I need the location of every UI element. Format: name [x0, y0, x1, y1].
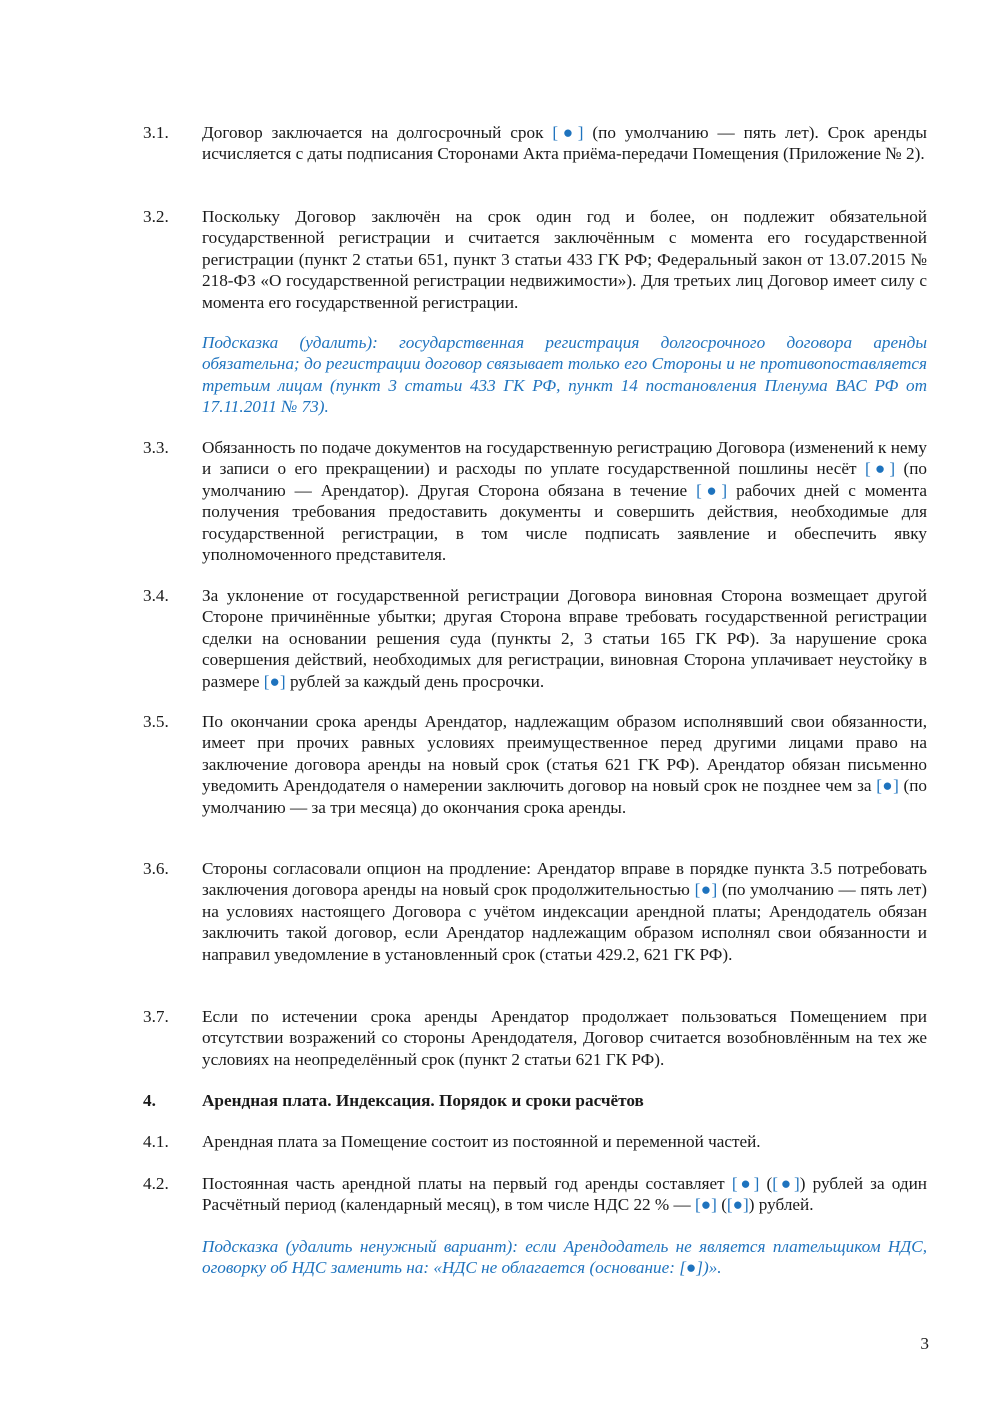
clause-text: Договор заключается на долгосрочный срок [●] (по умолчанию — пять лет). Срок аренды исчисляется с даты подписания Сторонами Акта приёма-передачи Помещения (Приложение № 2).	[202, 123, 927, 164]
clause-number: 4.1.	[143, 1132, 169, 1151]
placeholder-marker: [●]	[552, 123, 584, 142]
clause-number: 3.2.	[143, 207, 169, 226]
clause-3-2	[143, 206, 927, 313]
clause-3-5	[143, 711, 927, 818]
clause-text: Стороны согласовали опцион на продление: Арендатор вправе в порядке пункта 3.5 потребовать заключения договора аренды на новый срок продолжительностью [●] (по умолчанию — пять лет) на условиях настоящего Договора с учётом индексации арендной платы; Арендодатель обязан заключить такой договор, если Арендатор надлежащим образом исполнял свои обязанности и направил уведомление в установленный срок (статьи 429.2, 621 ГК РФ).	[202, 859, 927, 964]
placeholder-marker: [●]	[263, 671, 286, 691]
placeholder-marker: [●]	[731, 1174, 760, 1193]
clause-number: 3.4.	[143, 586, 169, 605]
clause-4-1	[143, 1131, 927, 1152]
clause-4-2	[143, 1173, 927, 1216]
placeholder-marker: [●]	[694, 880, 718, 900]
hint-note-vat	[143, 1236, 927, 1279]
hint-text: Подсказка (удалить ненужный вариант): если Арендодатель не является плательщиком НДС, оговорку об НДС заменить на: «НДС не облагается (основание: [●])».	[202, 1237, 927, 1278]
section-4-heading	[143, 1090, 927, 1111]
clause-text: Если по истечении срока аренды Арендатор продолжает пользоваться Помещением при отсутствии возражений со стороны Арендодателя, Договор считается возобновлённым на тех же условиях на неопределённый срок (пункт 2 статьи 621 ГК РФ).	[202, 1007, 927, 1069]
clause-number: 3.3.	[143, 438, 169, 457]
clause-3-3	[143, 437, 927, 565]
clause-text: За уклонение от государственной регистрации Договора виновная Сторона возмещает другой Стороне причинённые убытки; другая Сторона вправе требовать государственной регистрации сделки на основании решения суда (пункты 2, 3 статьи 165 ГК РФ). За нарушение срока совершения действий, необходимых для регистрации, виновная Сторона уплачивает неустойку в размере [●] рублей за каждый день просрочки.	[202, 586, 927, 691]
clause-number: 3.7.	[143, 1007, 169, 1026]
clause-3-7	[143, 1006, 927, 1070]
hint-note-registration	[143, 332, 927, 418]
clause-number: 3.1.	[143, 123, 169, 142]
clause-number: 3.5.	[143, 712, 169, 731]
placeholder-marker: [●]	[695, 1195, 717, 1215]
clause-text: Обязанность по подаче документов на государственную регистрацию Договора (изменений к нему и записи о его прекращении) и расходы по уплате государственной пошлины несёт [●] (по умолчанию — Арендатор). Другая Сторона обязана в течение [●] рабочих дней с момента получения требования предоставить документы и совершить действия, необходимые для государственной регистрации, в том числе подписать заявление и обеспечить явку уполномоченного представителя.	[202, 438, 927, 565]
section-number: 4.	[143, 1091, 156, 1110]
placeholder-marker: [●]	[772, 1174, 800, 1193]
section-title: Арендная плата. Индексация. Порядок и сроки расчётов	[202, 1091, 644, 1110]
hint-text: Подсказка (удалить): государственная регистрация долгосрочного договора аренды обязательна; до регистрации договор связывает только его Стороны и не противопоставляется третьим лицам (пункт 3 статьи 433 ГК РФ, пункт 14 постановления Пленума ВАС РФ от 17.11.2011 № 73).	[202, 333, 927, 417]
clause-3-4	[143, 585, 927, 692]
clause-number: 3.6.	[143, 859, 169, 878]
placeholder-marker: [●]	[726, 1195, 749, 1215]
clause-text: Постоянная часть арендной платы на первый год аренды составляет [●] ([●]) рублей за один Расчётный период (календарный месяц), в том числе НДС 22 % — [●] ([●]) рублей.	[202, 1174, 927, 1215]
page-number: 3	[920, 1334, 929, 1353]
placeholder-marker: [●]	[876, 776, 899, 796]
clause-3-6	[143, 858, 927, 965]
clause-number: 4.2.	[143, 1174, 169, 1193]
clause-text: Арендная плата за Помещение состоит из постоянной и переменной частей.	[202, 1132, 761, 1151]
placeholder-marker: [●]	[696, 480, 728, 500]
clause-3-1	[143, 122, 927, 165]
clause-text: По окончании срока аренды Арендатор, надлежащим образом исполнявший свои обязанности, имеет при прочих равных условиях преимущественное перед другими лицами право на заключение договора аренды на новый срок (статья 621 ГК РФ). Арендатор обязан письменно уведомить Арендодателя о намерении заключить договор на новый срок не позднее чем за [●] (по умолчанию — за три месяца) до окончания срока аренды.	[202, 712, 927, 817]
placeholder-marker: [●]	[864, 459, 896, 479]
clause-text: Поскольку Договор заключён на срок один год и более, он подлежит обязательной государственной регистрации и считается заключённым с момента его государственной регистрации (пункт 2 статьи 651, пункт 3 статьи 433 ГК РФ; Федеральный закон от 13.07.2015 № 218-ФЗ «О государственной регистрации недвижимости»). Для третьих лиц Договор имеет силу с момента его государственной регистрации.	[202, 207, 927, 312]
